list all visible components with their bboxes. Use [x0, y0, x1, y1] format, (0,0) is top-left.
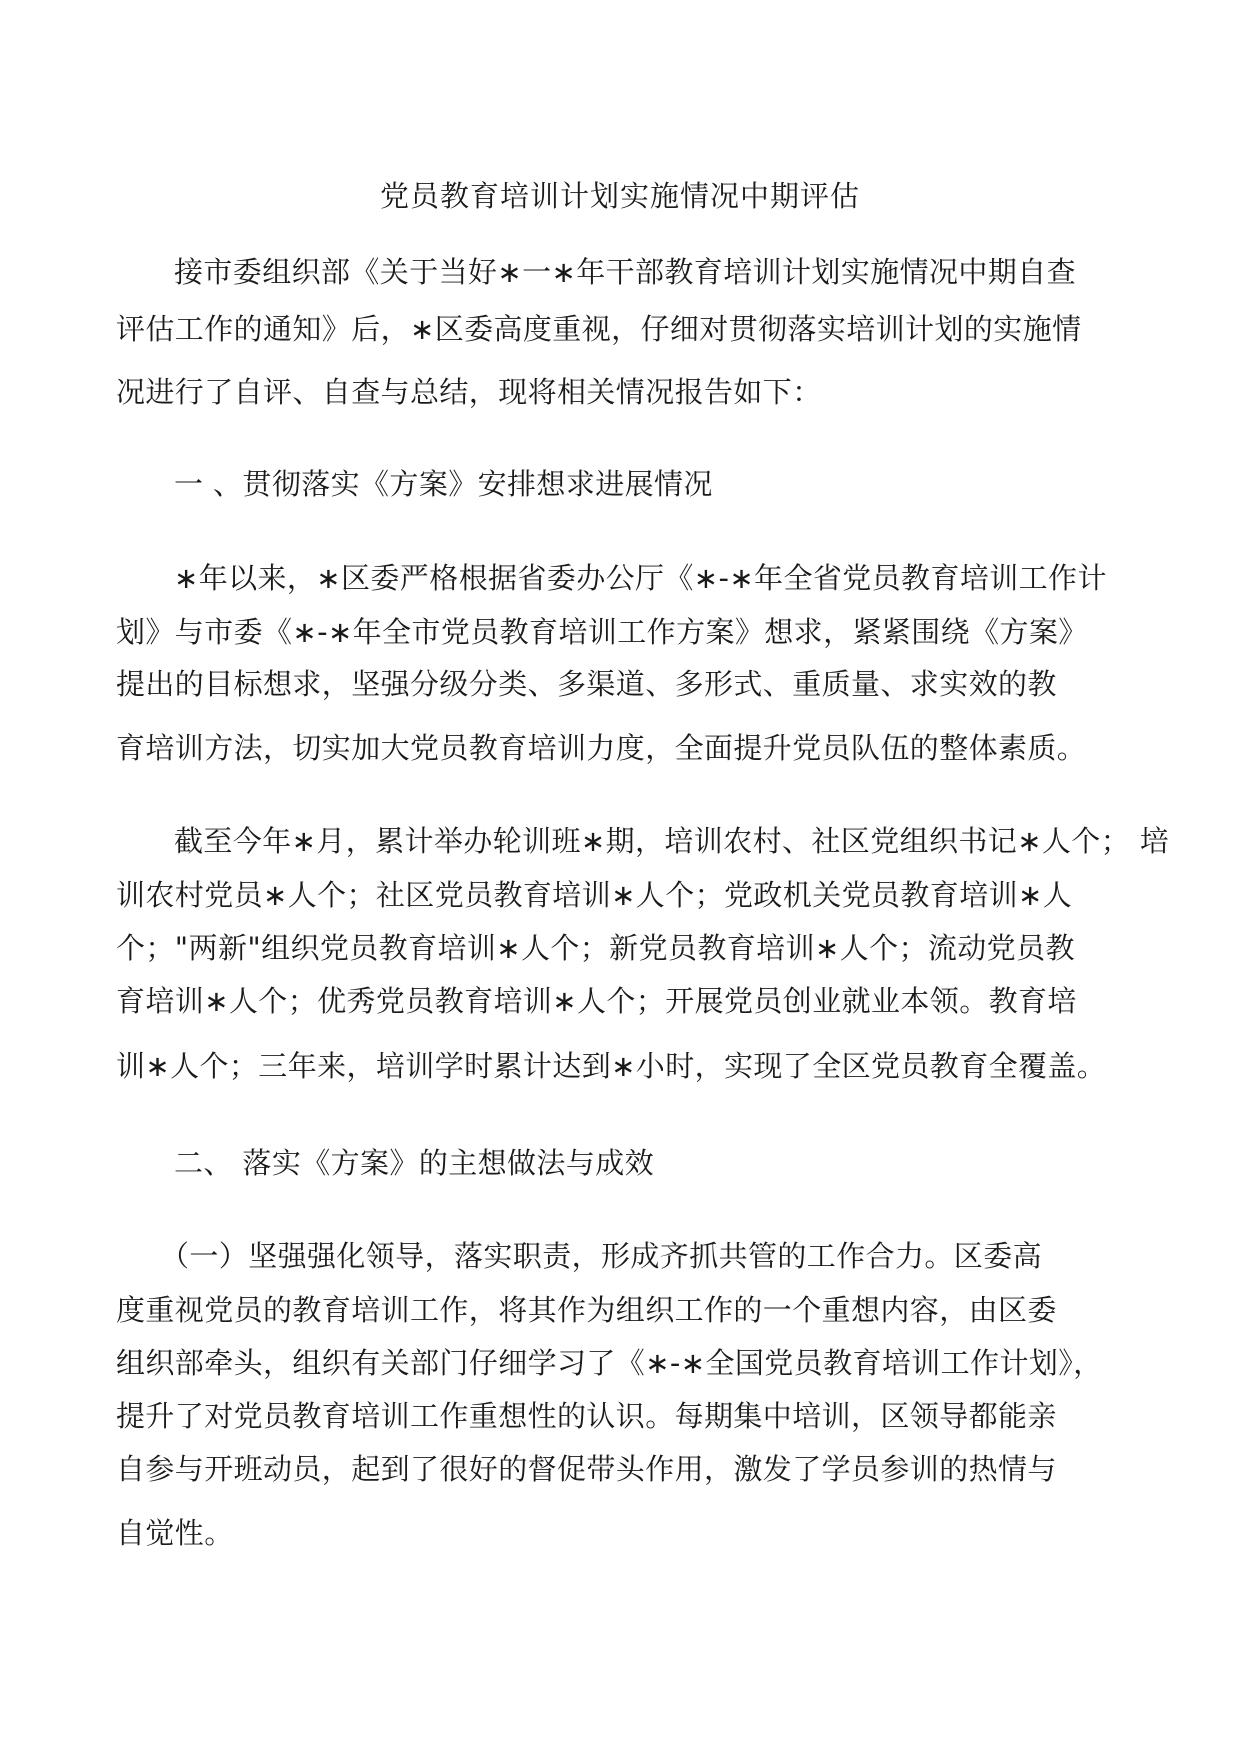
paragraph-2-line-1: ∗年以来，∗区委严格根据省委办公厅《∗-∗年全省党员教育培训工作计 — [174, 561, 1107, 595]
section-heading-1: 一 、贯彻落实《方案》安排想求进展情况 — [174, 467, 713, 501]
paragraph-2-line-3: 提出的目标想求，坚强分级分类、多渠道、多形式、重质量、求实效的教 — [116, 667, 1057, 701]
paragraph-3-line-2: 训农村党员∗人个；社区党员教育培训∗人个；党政机关党员教育培训∗人 — [116, 878, 1073, 912]
section-heading-2: 二、 落实《方案》的主想做法与成效 — [174, 1146, 655, 1180]
document-title: 党员教育培训计划实施情况中期评估 — [379, 179, 860, 213]
paragraph-3-line-4: 育培训∗人个；优秀党员教育培训∗人个；开展党员创业就业本领。教育培 — [116, 984, 1077, 1018]
paragraph-4-line-2: 度重视党员的教育培训工作，将其作为组织工作的一个重想内容，由区委 — [116, 1293, 1057, 1327]
paragraph-3-line-1: 截至今年∗月，累计举办轮训班∗期，培训农村、社区党组织书记∗人个； 培 — [174, 824, 1170, 858]
paragraph-1-line-2: 评估工作的通知》后，∗区委高度重视，仔细对贯彻落实培训计划的实施情 — [116, 312, 1082, 346]
paragraph-4-line-6: 自觉性。 — [116, 1516, 234, 1550]
paragraph-1-line-1: 接市委组织部《关于当好∗一∗年干部教育培训计划实施情况中期自查 — [174, 255, 1076, 289]
paragraph-3-line-5: 训∗人个；三年来，培训学时累计达到∗小时，实现了全区党员教育全覆盖。 — [116, 1049, 1107, 1083]
paragraph-3-line-3: 个；"两新"组织党员教育培训∗人个；新党员教育培训∗人个；流动党员教 — [116, 931, 1075, 965]
paragraph-4-line-3: 组织部牵头，组织有关部门仔细学习了《∗-∗全国党员教育培训工作计划》， — [116, 1346, 1103, 1380]
paragraph-2-line-2: 划》与市委《∗-∗年全市党员教育培训工作方案》想求，紧紧围绕《方案》 — [116, 615, 1088, 649]
paragraph-4-line-1: （一）坚强强化领导，落实职责，形成齐抓共管的工作合力。区委高 — [160, 1239, 1043, 1273]
paragraph-1-line-3: 况进行了自评、自查与总结，现将相关情况报告如下： — [116, 375, 822, 409]
paragraph-2-line-4: 育培训方法，切实加大党员教育培训力度，全面提升党员队伍的整体素质。 — [116, 731, 1087, 765]
paragraph-4-line-4: 提升了对党员教育培训工作重想性的认识。每期集中培训，区领导都能亲 — [116, 1399, 1057, 1433]
paragraph-4-line-5: 自参与开班动员，起到了很好的督促带头作用，激发了学员参训的热情与 — [116, 1452, 1057, 1486]
